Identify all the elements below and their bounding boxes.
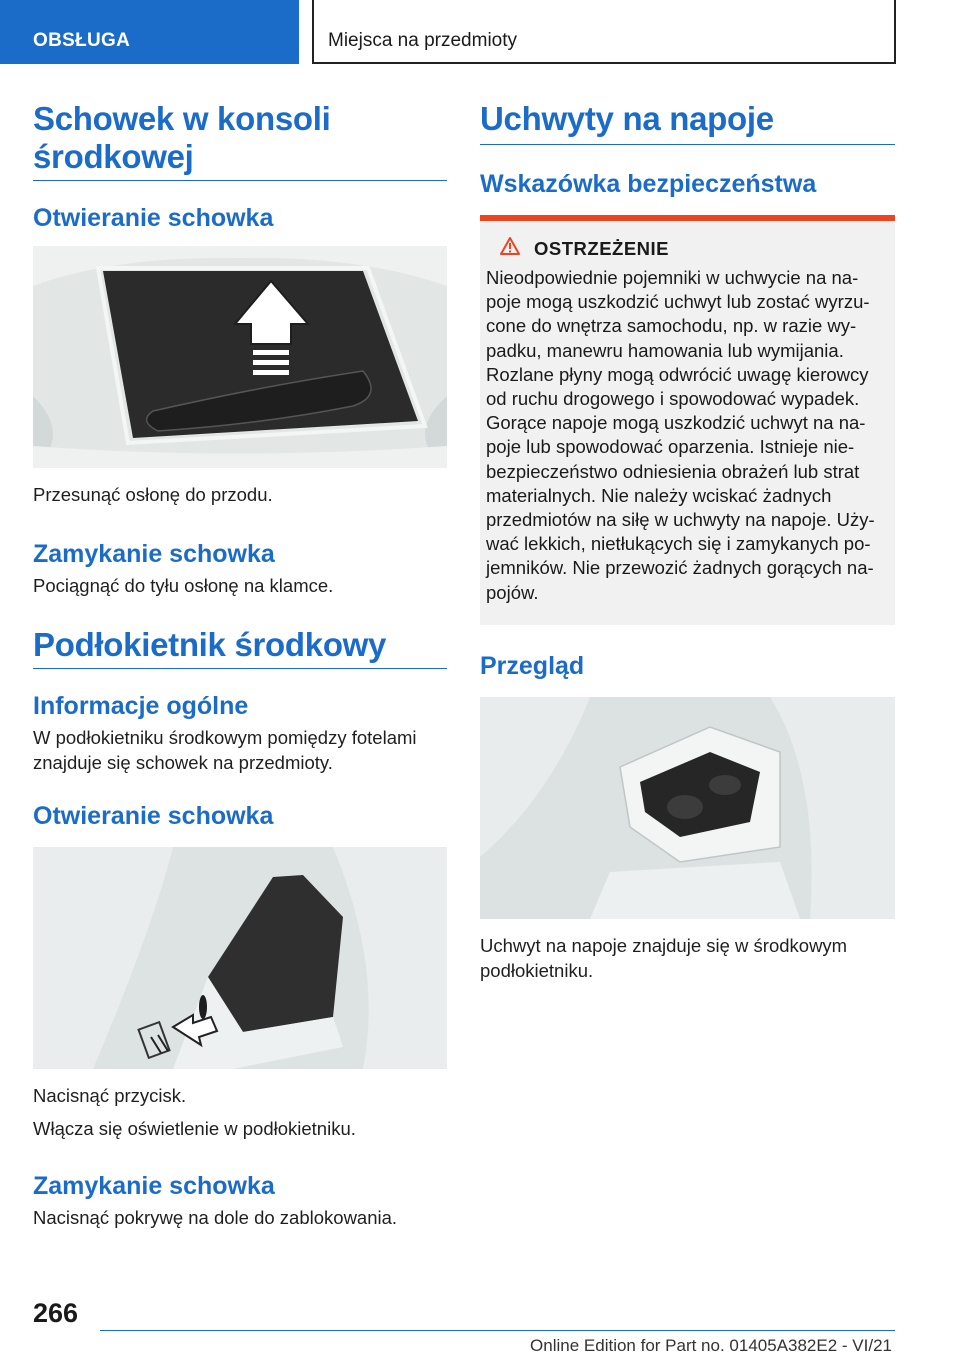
caption-press-button: Nacisnąć przycisk. bbox=[33, 1085, 187, 1106]
cup-holder-illustration bbox=[480, 697, 895, 919]
heading-overview: Przegląd bbox=[480, 651, 585, 680]
heading-closing-compartment: Zamykanie schowka bbox=[33, 540, 275, 568]
console-illustration bbox=[33, 246, 447, 468]
section-tab: OBSŁUGA bbox=[0, 0, 299, 64]
caption-cup-holder-location: Uchwyt na napoje znajduje się w środkowym podłokietniku. bbox=[480, 934, 848, 981]
text-press-lid: Nacisnąć pokrywę na dole do zablokowania. bbox=[33, 1207, 398, 1228]
heading-opening-armrest: Otwieranie schowka bbox=[33, 802, 274, 830]
warning-bar bbox=[480, 215, 895, 221]
warning-header bbox=[486, 237, 883, 260]
text-general-info: W podłokietniku środkowym pomiędzy fotelami znajduje się schowek na przedmioty. bbox=[33, 727, 417, 773]
warning-triangle-icon bbox=[500, 237, 520, 260]
armrest-illustration bbox=[33, 847, 447, 1069]
figure-console-compartment bbox=[33, 246, 447, 468]
warning-text: Nieodpowiednie pojemniki w uchwycie na na-poje mogą uszkodzić uchwyt lub zostać wyrzu-cone do wnętrza samochodu, np. w razie wy-padku, manewru hamowania lub wymijania. Rozlane płyny mogą odwrócić uwagę kierowcy od ruchu drogowego i spowodować wypadek. Gorące napoje mogą uszkodzić uchwyt na na-poje lub spowodować oparzenia. Istnieje nie-bezpieczeństwo odniesienia obrażeń lub strat materialnych. Nie należy wciskać żadnych przedmiotów na siłę w uchwyty na napoje. Uży-wać lekkich, nietłukących się i zamykanych po-jemników. Nie przewozić żadnych gorących na-pojów. bbox=[486, 267, 875, 603]
heading-closing-armrest: Zamykanie schowka bbox=[33, 1172, 275, 1200]
footer-edition: Online Edition for Part no. 01405A382E2 - VI/21 bbox=[530, 1336, 892, 1355]
figure-armrest bbox=[33, 847, 447, 1069]
warning-box bbox=[480, 215, 895, 625]
page-number: 266 bbox=[33, 1298, 79, 1328]
heading-safety-note: Wskazówka bezpieczeństwa bbox=[480, 170, 817, 198]
heading-opening-compartment: Otwieranie schowka bbox=[33, 204, 274, 232]
left-column bbox=[33, 100, 447, 1230]
caption-slide-cover: Przesunąć osłonę do przodu. bbox=[33, 484, 273, 505]
chapter-title: Miejsca na przedmioty bbox=[312, 0, 896, 64]
heading-storage-compartment: Schowek w konsoli środkowej bbox=[33, 100, 447, 181]
caption-lighting: Włącza się oświetlenie w podłokietniku. bbox=[33, 1118, 356, 1139]
heading-center-armrest: Podłokietnik środkowy bbox=[33, 626, 447, 669]
right-column bbox=[480, 100, 895, 983]
footer-rule bbox=[100, 1330, 895, 1331]
text-pull-cover: Pociągnąć do tyłu osłonę na klamce. bbox=[33, 575, 334, 596]
figure-cup-holder bbox=[480, 697, 895, 919]
heading-cup-holders: Uchwyty na napoje bbox=[480, 100, 895, 145]
warning-title: OSTRZEŻENIE bbox=[534, 237, 670, 259]
heading-general-info: Informacje ogólne bbox=[33, 692, 249, 720]
